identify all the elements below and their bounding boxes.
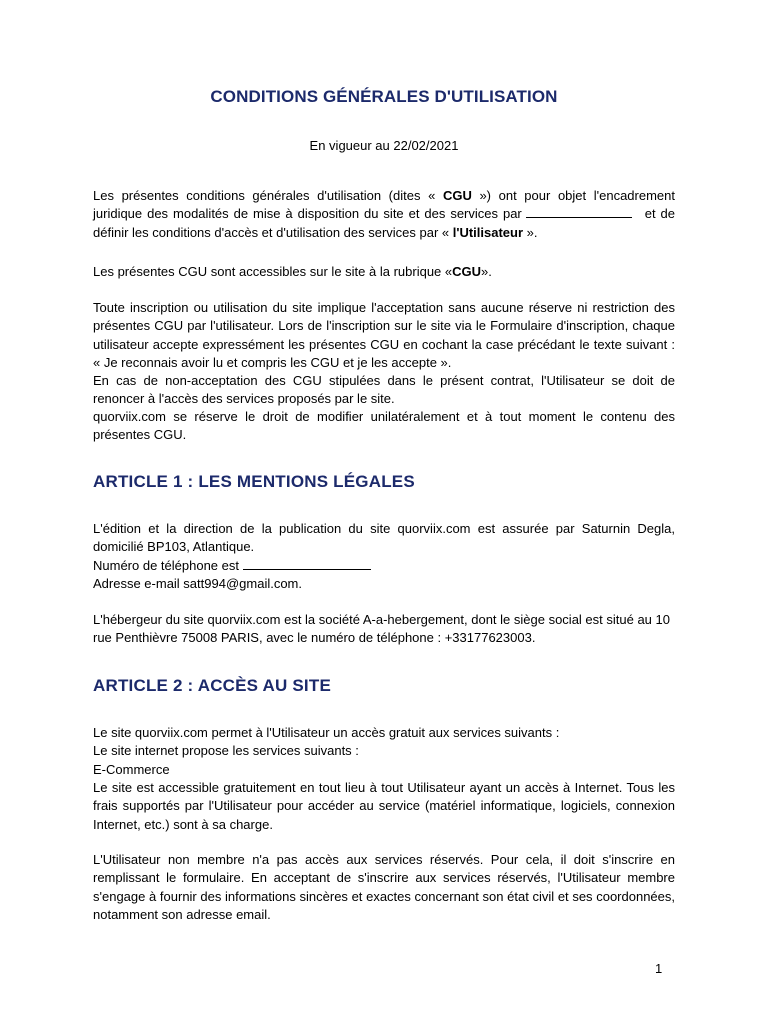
article-2-line-2: Le site internet propose les services suivants :: [93, 743, 359, 758]
article-2-paragraph-2: L'Utilisateur non membre n'a pas accès aux services réservés. Pour cela, il doit s'inscrire en remplissant le formulaire. En acceptant de s'inscrire aux services réservés, l'Utilisateur membre s'engage à fournir des informations sincères et exactes concernant son état civil et ses coordonnées, notamment son adresse email.: [93, 852, 675, 923]
intro-paragraph-4: En cas de non-acceptation des CGU stipulées dans le présent contrat, l'Utilisateur se doit de renoncer à l'accès des services proposés par le site.: [93, 373, 675, 407]
intro-p1-text-a: Les présentes conditions générales d'utilisation (dites «: [93, 188, 443, 203]
cgu-term: CGU: [442, 188, 472, 203]
host-line-2: rue Penthièvre 75008 PARIS, avec le numéro de téléphone : +33177623003.: [93, 630, 536, 646]
phone-blank-field: [243, 558, 371, 570]
article-1-host-paragraph: [93, 611, 675, 648]
intro-p1-text-b: ») ont pour objet l'encadrement juridique des modalités de mise à disposition du site et des services par: [93, 188, 675, 222]
effective-date: En vigueur au 22/02/2021: [309, 138, 459, 153]
user-term: l'Utilisateur: [452, 224, 524, 240]
intro-p2-text-b: ».: [481, 264, 492, 279]
cgu-rubric-term: CGU: [452, 264, 482, 279]
intro-paragraph-5: quorviix.com se réserve le droit de modifier unilatéralement et à tout moment le contenu des présentes CGU.: [93, 409, 675, 443]
page-number: 1: [655, 961, 663, 976]
article-2-heading: ARTICLE 2 : ACCÈS AU SITE: [93, 676, 331, 695]
article-2-line-1: Le site quorviix.com permet à l'Utilisateur un accès gratuit aux services suivants :: [93, 725, 560, 740]
intro-paragraph-3: Toute inscription ou utilisation du site implique l'acceptation sans aucune réserve ni restriction des présentes CGU par l'utilisateur. Lors de l'inscription sur le site via le Formulaire d'inscription, chaque utilisateur accepte expressément les présentes CGU en cochant la case précédant le texte suivant : « Je reconnais avoir lu et compris les CGU et je les accepte ».: [93, 300, 675, 371]
article-2-line-3: E-Commerce: [93, 762, 170, 777]
intro-paragraph-2: [93, 263, 675, 281]
host-line-1: L'hébergeur du site quorviix.com est la société A-a-hebergement, dont le siège social est situé au 10: [93, 612, 670, 627]
phone-label: Numéro de téléphone est: [93, 558, 239, 573]
intro-p2-text-a: Les présentes CGU sont accessibles sur le site à la rubrique «: [93, 264, 453, 279]
article-1-email-line: Adresse e-mail satt994@gmail.com.: [93, 576, 302, 591]
intro-paragraph-1: [93, 187, 675, 242]
intro-p1-text-d: ».: [523, 224, 538, 240]
article-1-phone-line: [93, 557, 675, 575]
intro-p1-text-c: et de définir les conditions d'accès et d'utilisation des services par «: [93, 206, 675, 240]
article-2-paragraph-1: Le site est accessible gratuitement en tout lieu à tout Utilisateur ayant un accès à Internet. Tous les frais supportés par l'Utilisateur pour accéder au service (matériel informatique, logiciels, connexion Internet, etc.) sont à sa charge.: [93, 780, 675, 832]
provider-blank-field: [526, 206, 632, 218]
article-1-heading: ARTICLE 1 : LES MENTIONS LÉGALES: [93, 472, 415, 491]
article-1-paragraph-1: L'édition et la direction de la publication du site quorviix.com est assurée par Saturnin Degla, domicilié BP103, Atlantique.: [93, 521, 675, 555]
document-title: CONDITIONS GÉNÉRALES D'UTILISATION: [210, 87, 558, 106]
